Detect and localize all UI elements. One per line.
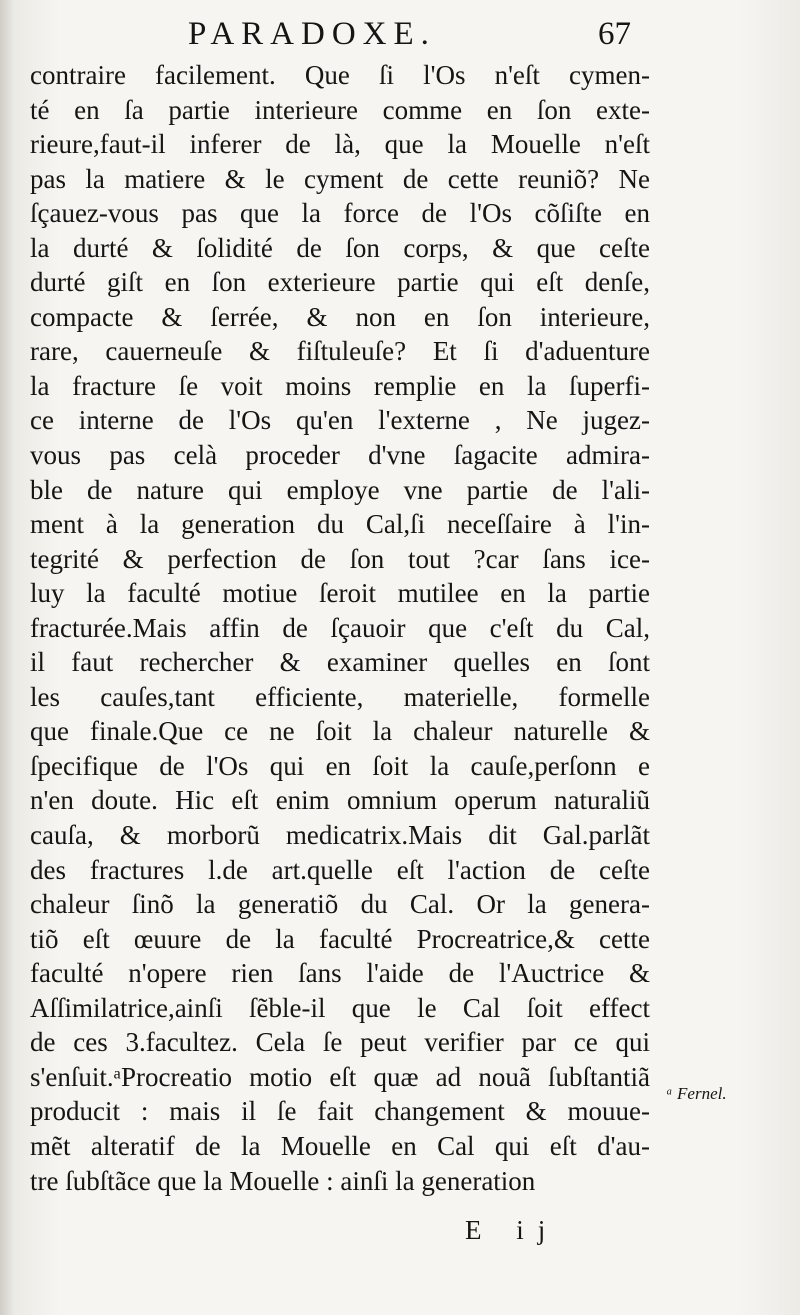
text-line: que finale.Que ce ne ſoit la chaleur naturelle &	[30, 716, 650, 747]
text-line: s'enſuit.ᵃProcreatio motio eſt quæ ad nouã ſubſtantiã	[30, 1061, 650, 1092]
text-line: té en ſa partie interieure comme en ſon exte-	[30, 94, 650, 125]
text-line: n'en doute. Hic eſt enim omnium operum naturaliũ	[30, 785, 650, 816]
text-line: ſçauez-vous pas que la force de l'Os cõſiſte en	[30, 198, 650, 229]
text-line: contraire facilement. Que ſi l'Os n'eſt cymen-	[30, 60, 650, 90]
text-line: tegrité & perfection de ſon tout ?car ſans ice-	[30, 543, 650, 574]
text-line: des fractures l.de art.quelle eſt l'action de ceſte	[30, 854, 650, 885]
text-line: ble de nature qui employe vne partie de l'ali-	[30, 474, 650, 505]
text-line: durté giſt en ſon exterieure partie qui eſt denſe,	[30, 267, 650, 298]
text-line: la fracture ſe voit moins remplie en la ſuperfi-	[30, 370, 650, 401]
running-title: PARADOXE.	[188, 16, 436, 52]
text-line: mẽt alteratif de la Mouelle en Cal qui eſt d'au-	[30, 1130, 650, 1161]
text-line: tre ſubſtãce que la Mouelle : ainſi la generation	[30, 1165, 536, 1196]
text-line: chaleur ſinõ la generatiõ du Cal. Or la genera-	[30, 889, 650, 920]
text-line: Aſſimilatrice,ainſi ſẽble-il que le Cal ſoit effect	[30, 992, 650, 1023]
text-line: ce interne de l'Os qu'en l'externe , Ne jugez-	[30, 405, 650, 436]
text-line: fracturée.Mais affin de ſçauoir que c'eſt du Cal,	[30, 612, 650, 643]
text-line: de ces 3.facultez. Cela ſe peut verifier par ce qui	[30, 1027, 650, 1058]
text-line: rieure,faut-il inferer de là, que la Mouelle n'eſt	[30, 129, 650, 160]
body-text	[30, 58, 650, 1198]
text-line: vous pas celà proceder d'vne ſagacite admira-	[30, 440, 650, 471]
text-line: compacte & ſerrée, & non en ſon interieure,	[30, 301, 650, 332]
text-line: faculté n'opere rien ſans l'aide de l'Auctrice &	[30, 958, 650, 989]
text-line: tiõ eſt œuure de la faculté Procreatrice,& cette	[30, 923, 650, 954]
text-line: luy la faculté motiue ſeroit mutilee en la partie	[30, 578, 650, 609]
signature-mark: E ij	[465, 1215, 560, 1245]
text-line: ment à la generation du Cal,ſi neceſſaire à l'in-	[30, 509, 650, 540]
text-line: ſpecifique de l'Os qui en ſoit la cauſe,perſonn e	[30, 750, 650, 781]
page-header	[0, 14, 800, 54]
text-line: la durté & ſolidité de ſon corps, & que ceſte	[30, 232, 650, 263]
text-line: il faut rechercher & examiner quelles en ſont	[30, 647, 650, 678]
text-line: pas la matiere & le cyment de cette reuniõ? Ne	[30, 163, 650, 194]
text-line: producit : mais il ſe fait changement & mouue-	[30, 1096, 650, 1127]
text-line: rare, cauerneuſe & fiſtuleuſe? Et ſi d'aduenture	[30, 336, 650, 367]
text-line: les cauſes,tant efficiente, materielle, formelle	[30, 681, 650, 712]
gutter-shadow	[0, 0, 14, 1315]
page-number: 67	[598, 16, 631, 52]
marginal-note: ᵃ Fernel.	[666, 1084, 727, 1103]
text-line: cauſa, & morborũ medicatrix.Mais dit Gal.parlãt	[30, 820, 650, 851]
